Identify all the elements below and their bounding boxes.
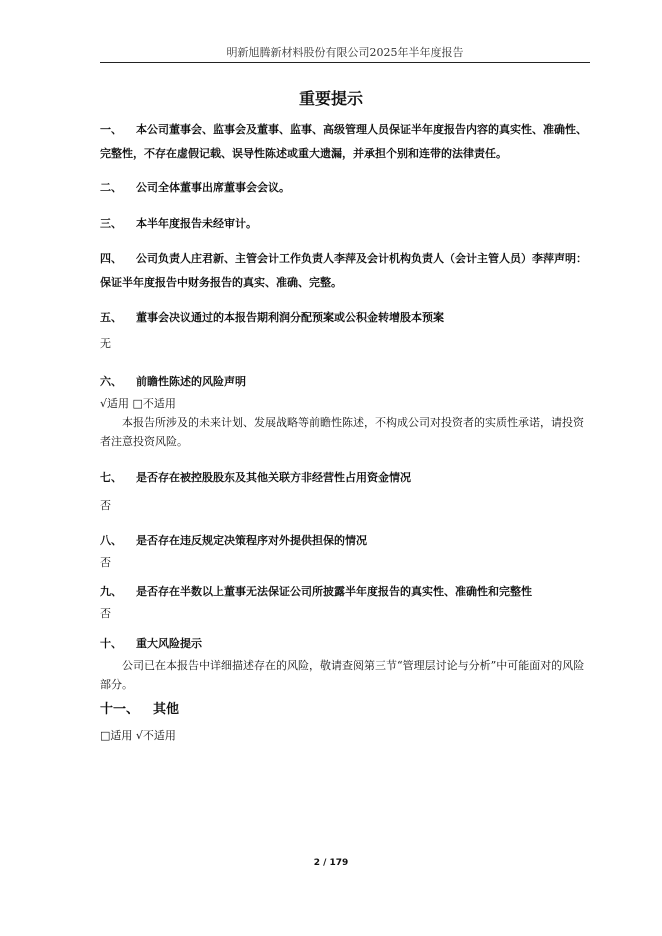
section-number: 十、	[100, 637, 122, 650]
section-text: 公司负责人庄君新、主管会计工作负责人李萍及会计机构负责人（会计主管人员）李萍声明：保证半年度报告中财务报告的真实、准确、完整。	[100, 252, 587, 289]
section-5-answer: 无	[100, 337, 111, 350]
section-3	[100, 212, 590, 236]
section-text: 是否存在被控股股东及其他关联方非经营性占用资金情况	[136, 471, 411, 484]
section-number: 二、	[100, 181, 122, 194]
section-6-body: 本报告所涉及的未来计划、发展战略等前瞻性陈述，不构成公司对投资者的实质性承诺，请投资者注意投资风险。	[100, 416, 584, 448]
section-text: 公司全体董事出席董事会会议。	[136, 181, 290, 194]
section-text: 本公司董事会、监事会及董事、监事、高级管理人员保证半年度报告内容的真实性、准确性、完整性，不存在虚假记载、误导性陈述或重大遗漏，并承担个别和连带的法律责任。	[100, 123, 587, 160]
section-text: 前瞻性陈述的风险声明	[136, 375, 246, 388]
section-number: 三、	[100, 217, 122, 230]
section-10-heading	[100, 632, 590, 656]
section-text: 本半年度报告未经审计。	[136, 217, 257, 230]
section-5-heading	[100, 306, 590, 330]
section-text: 是否存在违反规定决策程序对外提供担保的情况	[136, 534, 367, 547]
section-11-heading	[100, 698, 590, 722]
section-number: 八、	[100, 534, 122, 547]
section-number: 十一、	[100, 702, 140, 717]
page-header: 明新旭腾新材料股份有限公司2025年半年度报告	[100, 44, 590, 63]
section-8-heading	[100, 529, 590, 553]
section-11-options: □适用 √不适用	[100, 729, 176, 742]
section-6-options: √适用 □不适用	[100, 397, 176, 410]
section-number: 九、	[100, 585, 122, 598]
section-6-heading	[100, 370, 590, 394]
section-number: 五、	[100, 311, 122, 324]
section-number: 一、	[100, 123, 122, 136]
section-9-heading	[100, 580, 590, 604]
section-number: 六、	[100, 375, 122, 388]
section-4	[100, 247, 590, 295]
section-2	[100, 176, 590, 200]
section-text: 是否存在半数以上董事无法保证公司所披露半年度报告的真实性、准确性和完整性	[136, 585, 532, 598]
page-number: 2 / 179	[313, 858, 349, 868]
section-text: 董事会决议通过的本报告期利润分配预案或公积金转增股本预案	[136, 311, 444, 324]
section-text: 其他	[153, 702, 180, 717]
section-8-answer: 否	[100, 556, 111, 569]
section-7-answer: 否	[100, 499, 111, 512]
section-10-body: 公司已在本报告中详细描述存在的风险，敬请查阅第三节“管理层讨论与分析”中可能面对的风险部分。	[100, 659, 585, 691]
section-text: 重大风险提示	[136, 637, 202, 650]
page-title: 重要提示	[298, 89, 363, 108]
section-number: 七、	[100, 471, 122, 484]
section-9-answer: 否	[100, 607, 111, 620]
section-7-heading	[100, 466, 590, 490]
section-1	[100, 118, 590, 166]
section-number: 四、	[100, 252, 122, 265]
